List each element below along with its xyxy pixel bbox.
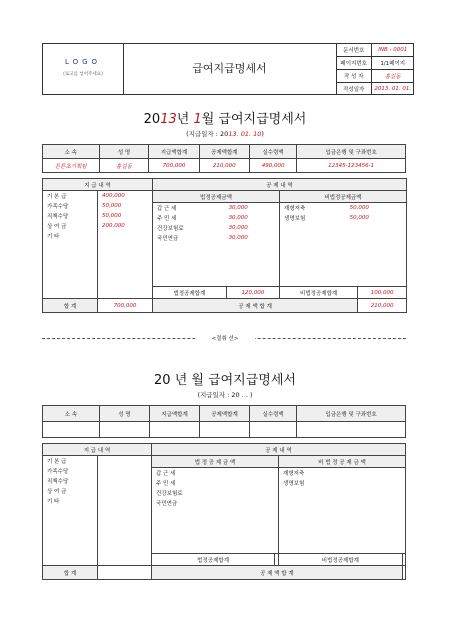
col-dept: 소 속 bbox=[43, 145, 100, 159]
logo: LOGO bbox=[64, 58, 102, 66]
document-header bbox=[42, 43, 414, 95]
deduction-total-value: 210,000 bbox=[199, 159, 249, 173]
legal-items-cell bbox=[153, 203, 280, 287]
name-field[interactable] bbox=[99, 422, 149, 438]
legal-item-label: 주 민 세 bbox=[156, 481, 176, 487]
cut-line-label: <절취 선> bbox=[195, 334, 255, 342]
nonlegal-item-label: 생명보험 bbox=[284, 216, 306, 222]
col-net-pay: 실수령액 bbox=[250, 406, 297, 422]
pay-item-label: 가족수당 bbox=[47, 204, 69, 210]
sum-label: 합 계 bbox=[43, 299, 98, 313]
col-bank-account: 입금은행 및 구좌번호 bbox=[297, 406, 406, 422]
nonlegal-items-cell bbox=[279, 468, 406, 554]
legal-item-label: 국민연금 bbox=[156, 501, 178, 507]
deduction-section-header: 공 제 내 역 bbox=[152, 444, 406, 456]
pay-section-header: 지 급 내 역 bbox=[43, 444, 152, 456]
nonlegal-item-value: 50,000 bbox=[349, 215, 369, 221]
legal-item-value: 30,000 bbox=[228, 235, 248, 241]
pay-item-value bbox=[98, 231, 152, 241]
page-number-value: 1/1페이지 bbox=[372, 57, 413, 70]
net-pay-value: 490,000 bbox=[249, 159, 296, 173]
deduction-section-header: 공 제 내 역 bbox=[153, 179, 407, 191]
pay-labels-cell bbox=[43, 191, 98, 299]
legal-deduction-header: 법 정 공 제 금 액 bbox=[152, 456, 279, 468]
pay-item-value: 50,000 bbox=[102, 213, 122, 219]
col-pay-total: 지급액합계 bbox=[149, 406, 199, 422]
deduction-sum-label: 공 제 액 합 계 bbox=[152, 566, 403, 580]
deduction-sum-field[interactable] bbox=[402, 566, 405, 580]
legal-total-label: 법정공제합계 bbox=[152, 554, 275, 566]
legal-item-label: 갑 근 세 bbox=[157, 206, 177, 212]
document-meta bbox=[336, 44, 413, 94]
col-pay-total: 지급액합계 bbox=[149, 145, 199, 159]
created-date-label: 작성일자 bbox=[336, 83, 372, 96]
deduction-sum-value: 210,000 bbox=[358, 299, 407, 313]
legal-item-value: 30,000 bbox=[228, 215, 248, 221]
author-value: 홍길동 bbox=[372, 70, 413, 83]
pay-labels-cell bbox=[43, 456, 98, 566]
col-name: 성 명 bbox=[99, 145, 149, 159]
deduction-sum-label: 공 제 액 합 계 bbox=[153, 299, 358, 313]
pay-values-field[interactable] bbox=[98, 456, 152, 566]
title-month: 1 bbox=[193, 112, 202, 127]
col-bank-account: 입금은행 및 구좌번호 bbox=[297, 145, 406, 159]
col-dept: 소 속 bbox=[43, 406, 100, 422]
title-rest: 월 급여지급명세서 bbox=[201, 112, 307, 127]
nonlegal-total-value: 100,000 bbox=[358, 287, 407, 299]
legal-items-cell bbox=[152, 468, 279, 554]
doc-number-label: 문서번호 bbox=[336, 44, 372, 57]
net-pay-field[interactable] bbox=[250, 422, 297, 438]
pay-item-label: 가족수당 bbox=[47, 469, 69, 475]
pay-item-label: 상 여 금 bbox=[47, 489, 67, 495]
pay-item-value: 400,000 bbox=[102, 193, 125, 199]
pay-item-label: 상 여 금 bbox=[47, 224, 67, 230]
legal-total-value: 120,000 bbox=[226, 287, 279, 299]
author-label: 작 성 자 bbox=[336, 70, 372, 83]
legal-item-label: 갑 근 세 bbox=[156, 471, 176, 477]
pay-section-header: 지 급 내 역 bbox=[43, 179, 153, 191]
logo-area bbox=[43, 44, 124, 94]
nonlegal-item-label: 재형저축 bbox=[284, 206, 306, 212]
pay-item-value: 50,000 bbox=[102, 203, 122, 209]
col-name: 성 명 bbox=[99, 406, 149, 422]
form2-pay-date: (지급일자 : 20 . . ) bbox=[197, 391, 253, 399]
deduction-total-field[interactable] bbox=[200, 422, 250, 438]
logo-placeholder-note: (로고를 넣어주세요) bbox=[63, 72, 103, 77]
pay-date-prefix: (지급일자 : 20 bbox=[186, 130, 229, 138]
doc-number-value: INB - 0001 bbox=[372, 44, 413, 57]
form1-pay-date bbox=[0, 129, 450, 138]
pay-values-cell bbox=[98, 191, 153, 299]
pay-total-value: 700,000 bbox=[149, 159, 199, 173]
legal-item-label: 건강보험료 bbox=[157, 226, 184, 232]
col-net-pay: 실수령액 bbox=[249, 145, 296, 159]
sum-label: 합 계 bbox=[43, 566, 98, 580]
nonlegal-total-label: 비법정공제합계 bbox=[279, 554, 403, 566]
pay-date-value: 13. 01. 10 bbox=[228, 130, 262, 138]
pay-item-label: 직책수당 bbox=[47, 214, 69, 220]
title-year: 13 bbox=[160, 112, 177, 127]
title-year-suffix: 년 bbox=[176, 112, 194, 127]
nonlegal-total-field[interactable] bbox=[402, 554, 405, 566]
page-number-label: 페이지번호 bbox=[336, 57, 372, 70]
pay-total-field[interactable] bbox=[149, 422, 199, 438]
form2-title: 20 년 월 급여지급명세서 bbox=[154, 373, 296, 388]
legal-deduction-header: 법정공제금액 bbox=[153, 191, 280, 203]
title-year-prefix: 20 bbox=[143, 112, 161, 127]
nonlegal-total-label: 비법정공제합계 bbox=[280, 287, 358, 299]
nonlegal-item-value: 50,000 bbox=[349, 205, 369, 211]
pay-item-label: 직책수당 bbox=[47, 479, 69, 485]
sum-field[interactable] bbox=[98, 566, 152, 580]
pay-item-label: 기 본 급 bbox=[47, 194, 67, 200]
form1-title bbox=[0, 108, 450, 127]
name-value: 홍길동 bbox=[99, 159, 149, 173]
pay-item-value: 200,000 bbox=[102, 223, 125, 229]
form1-summary-table bbox=[42, 144, 406, 173]
nonlegal-deduction-header: 비법정공제금액 bbox=[280, 191, 407, 203]
pay-item-label: 기 타 bbox=[47, 234, 60, 240]
nonlegal-items-cell bbox=[280, 203, 407, 287]
form2-detail-table bbox=[42, 443, 406, 580]
legal-item-label: 건강보험료 bbox=[156, 491, 183, 497]
nonlegal-item-label: 재형저축 bbox=[283, 471, 305, 477]
pay-item-label: 기 본 급 bbox=[47, 459, 67, 465]
dept-value: 튼튼초기획팀 bbox=[43, 159, 100, 173]
legal-item-label: 국민연금 bbox=[157, 236, 179, 242]
col-deduction-total: 공제액합계 bbox=[199, 145, 249, 159]
pay-item-label: 기 타 bbox=[47, 499, 60, 505]
bank-account-field[interactable] bbox=[297, 422, 406, 438]
legal-item-value: 30,000 bbox=[228, 225, 248, 231]
form1-detail-table bbox=[42, 178, 407, 313]
col-deduction-total: 공제액합계 bbox=[200, 406, 250, 422]
header-title: 급여지급명세서 bbox=[123, 44, 337, 94]
nonlegal-deduction-header: 비 법 정 공 제 금 액 bbox=[279, 456, 406, 468]
pay-date-suffix: ) bbox=[261, 130, 264, 138]
created-date-value: 2013. 01. 01. bbox=[374, 86, 412, 92]
legal-item-label: 주 민 세 bbox=[157, 216, 177, 222]
legal-total-label: 법정공제합계 bbox=[153, 287, 227, 299]
nonlegal-item-label: 생명보험 bbox=[283, 481, 305, 487]
form2-summary-table bbox=[42, 405, 406, 438]
bank-account-value: 12345-123456-1 bbox=[297, 159, 406, 173]
dept-field[interactable] bbox=[43, 422, 100, 438]
legal-item-value: 30,000 bbox=[228, 205, 248, 211]
sum-value: 700,000 bbox=[98, 299, 153, 313]
